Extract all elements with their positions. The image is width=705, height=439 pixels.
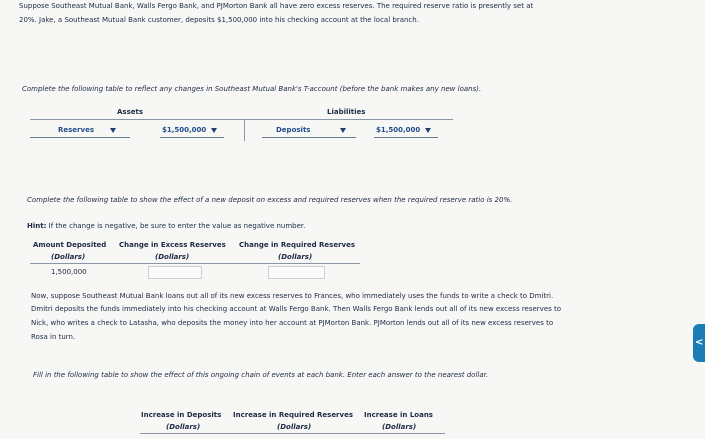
excess-col3-unit: (Dollars) [278, 253, 313, 261]
required-reserves-input[interactable] [268, 266, 325, 279]
chain-col2-unit: (Dollars) [277, 423, 312, 431]
intro-line-2: 20%. Jake, a Southeast Mutual Bank customer, deposits $1,500,000 into his checking account at the local branch. [19, 16, 419, 24]
liabilities-header: Liabilities [327, 108, 366, 116]
assets-value-select[interactable] [162, 126, 217, 134]
excess-col1-unit: (Dollars) [51, 253, 86, 261]
assets-value: $1,500,000 [162, 126, 207, 134]
assets-header: Assets [117, 108, 144, 116]
taccount-instruction: Complete the following table to reflect any changes in Southeast Mutual Bank's T-account (before the bank makes any new loans). [22, 85, 482, 93]
chain-col3-unit: (Dollars) [382, 423, 417, 431]
hint-body: If the change is negative, be sure to enter the value as negative number. [48, 222, 306, 230]
amount-deposited-value: 1,500,000 [51, 268, 87, 276]
liabilities-value: $1,500,000 [376, 126, 421, 134]
intro-line-1: Suppose Southeast Mutual Bank, Walls Fergo Bank, and PJMorton Bank all have zero excess reserves. The required reserve ratio is presently set at [19, 2, 534, 10]
assets-label-underline [30, 137, 130, 138]
chain-line-1: Now, suppose Southeast Mutual Bank loans out all of its new excess reserves to Frances, who immediately uses the funds to write a check to Dmitri. [31, 292, 554, 300]
excess-col3-header: Change in Required Reserves [239, 241, 356, 249]
excess-instruction: Complete the following table to show the effect of a new deposit on excess and required reserves when the required reserve ratio is 20%. [27, 196, 513, 204]
excess-col1-header: Amount Deposited [33, 241, 107, 249]
assets-account-select[interactable] [58, 126, 116, 134]
chain-line-3: Nick, who writes a check to Latasha, who deposits the money into her account at PJMorton Bank. PJMorton lends out all of its new excess reserves to [31, 319, 554, 327]
chevron-left-icon: < [695, 337, 704, 348]
liabilities-label-underline [262, 137, 356, 138]
chain-col1-unit: (Dollars) [166, 423, 201, 431]
liabilities-value-select[interactable] [376, 126, 431, 134]
chain-line-4: Rosa in turn. [31, 333, 76, 341]
chain-col1-header: Increase in Deposits [141, 411, 222, 419]
chevron-down-icon [211, 128, 217, 133]
excess-col2-unit: (Dollars) [155, 253, 190, 261]
chain-line-2: Dmitri deposits the funds immediately into his checking account at Walls Fergo Bank. Then Walls Fergo Bank lends out all of its new excess reserves to [31, 305, 562, 313]
chain-header-rule [140, 433, 445, 434]
taccount-top-rule [30, 119, 453, 120]
excess-reserves-input[interactable] [148, 266, 202, 279]
chain-col3-header: Increase in Loans [364, 411, 433, 419]
chevron-down-icon [110, 128, 116, 133]
liabilities-account-label: Deposits [276, 126, 311, 134]
liabilities-account-select[interactable] [276, 126, 346, 134]
taccount-divider [244, 119, 245, 141]
side-panel-toggle[interactable] [693, 324, 705, 362]
chevron-down-icon [340, 128, 346, 133]
chain-col2-header: Increase in Required Reserves [233, 411, 353, 419]
excess-col2-header: Change in Excess Reserves [119, 241, 226, 249]
chain-instruction: Fill in the following table to show the effect of this ongoing chain of events at each bank. Enter each answer to the nearest dollar. [33, 371, 489, 379]
hint-label: Hint: [27, 222, 47, 230]
assets-account-label: Reserves [58, 126, 94, 134]
hint-text [27, 221, 687, 232]
liabilities-value-underline [374, 137, 438, 138]
chevron-down-icon [425, 128, 431, 133]
assets-value-underline [160, 137, 224, 138]
excess-header-rule [30, 263, 360, 264]
